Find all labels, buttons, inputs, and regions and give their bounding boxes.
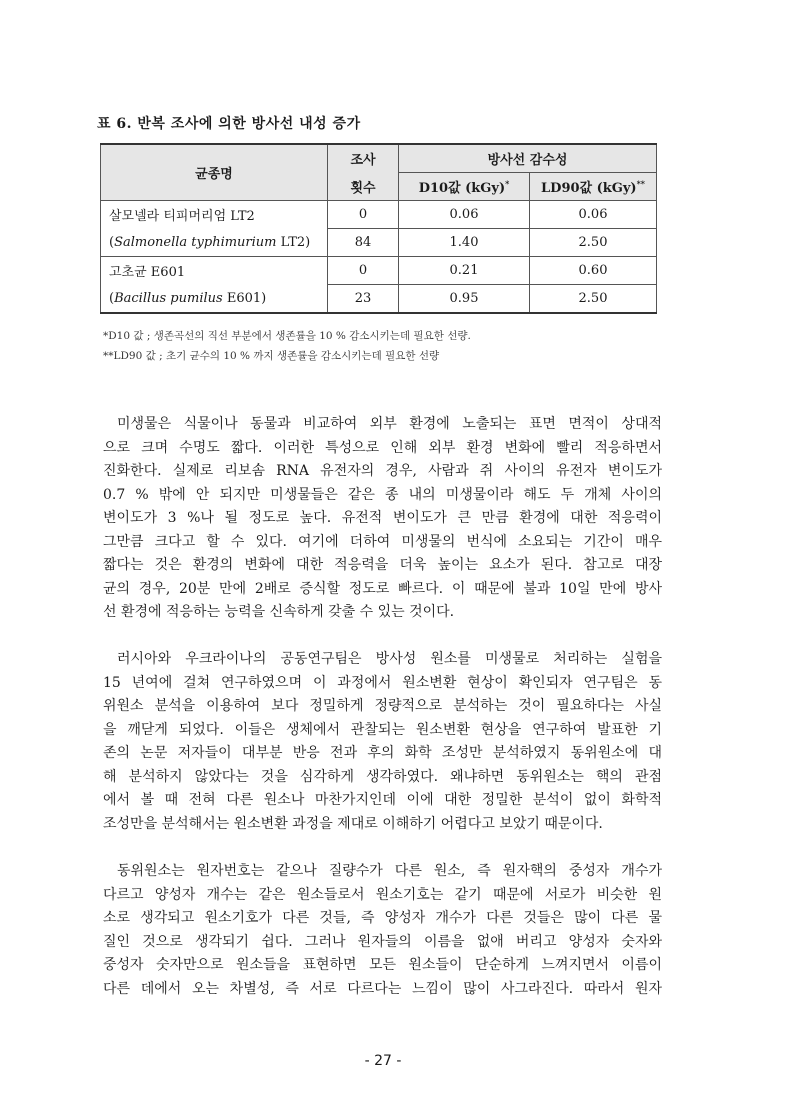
text-line: 그만큼 크다고 할 수 있다. 여기에 더하여 미생물의 번식에 소요되는 기간이 매우 [103, 533, 662, 550]
table-title: 표 6. 반복 조사에 의한 방사선 내성 증가 [97, 116, 361, 132]
header-strain: 균종명 [101, 144, 328, 201]
header-sensitivity: 방사선 감수성 [399, 144, 657, 173]
text-line: 0.7 % 밖에 안 되지만 미생물들은 같은 종 내의 미생물이라 해도 두 개체 사이의 [103, 486, 662, 503]
text-line: 존의 논문 저자들이 대부분 반응 전과 후의 화학 조성만 분석하였지 동위원소에 대 [103, 745, 662, 761]
count-cell: 0 [328, 201, 399, 229]
text-line: 다르고 양성자 개수는 같은 원소들로서 원소기호는 같기 때문에 서로가 비슷한 원 [103, 886, 662, 903]
text-line: 질인 것으로 생각되기 쉽다. 그러나 원자들의 이름을 없애 버리고 양성자 숫자와 [103, 933, 662, 950]
footnote-ld90: **LD90 값 ; 초기 균수의 10 % 까지 생존률을 감소시키는데 필요한 선량 [103, 350, 440, 362]
d10-cell: 0.21 [399, 257, 530, 285]
strain-name-sci: (Bacillus pumilus E601) [101, 285, 328, 314]
text-line: 선 환경에 적응하는 능력을 신속하게 갖출 수 있는 것이다. [103, 604, 455, 620]
strain-name-ko: 살모넬라 티피머리엄 LT2 [101, 201, 328, 229]
ld90-cell: 0.60 [530, 257, 657, 285]
header-d10: D10값 (kGy)* [399, 173, 530, 201]
table-row [101, 257, 657, 285]
count-cell: 84 [328, 229, 399, 257]
paragraph-2 [103, 648, 662, 836]
footnote-d10: *D10 값 ; 생존곡선의 직선 부분에서 생존률을 10 % 감소시키는데 필요한 선량. [103, 330, 471, 342]
text-line: 진화한다. 실제로 리보솜 RNA 유전자의 경우, 사람과 쥐 사이의 유전자 변이도가 [103, 463, 662, 479]
text-line: 미생물은 식물이나 동물과 비교하여 외부 환경에 노출되는 표면 면적이 상대적 [117, 416, 662, 432]
text-line: 다른 데에서 오는 차별성, 즉 서로 다르다는 느낌이 많이 사그라진다. 따라서 원자 [103, 980, 662, 997]
ld90-cell: 2.50 [530, 285, 657, 314]
text-line: 위원소 분석을 이용하여 보다 정밀하게 정량적으로 분석하는 것이 필요하다는 사실 [103, 698, 662, 714]
text-line: 짧다는 것은 환경의 변화에 대한 적응력을 더욱 높이는 요소가 된다. 참고로 대장 [103, 557, 662, 573]
text-line: 15 년여에 걸쳐 연구하였으며 이 과정에서 원소변환 현상이 확인되자 연구팀은 동 [103, 674, 662, 691]
text-line: 에서 볼 때 전혀 다른 원소나 마찬가지인데 이에 대한 정밀한 분석이 없이 화학적 [103, 792, 662, 808]
text-line: 소로 생각되고 원소기호가 다른 것들, 즉 양성자 개수가 다른 것들은 많이 다른 물 [103, 910, 662, 926]
strain-name-sci: (Salmonella typhimurium LT2) [101, 229, 328, 257]
text-line: 을 깨닫게 되었다. 이들은 생체에서 관찰되는 원소변환 현상을 연구하여 발표한 기 [103, 721, 662, 738]
d10-cell: 1.40 [399, 229, 530, 257]
header-count-line1: 조사 [328, 144, 399, 173]
text-line: 변이도가 3 %나 될 정도로 높다. 유전적 변이도가 큰 만큼 환경에 대한 적응력이 [103, 510, 662, 526]
text-line: 중성자 숫자만으로 원소들을 표현하면 모든 원소들이 단순하게 느껴지면서 이름이 [103, 957, 662, 973]
radiation-resistance-table [100, 143, 657, 314]
paragraph-3 [103, 860, 662, 1001]
paragraph-1 [103, 413, 662, 625]
strain-name-ko: 고초균 E601 [101, 257, 328, 285]
page-number: - 27 - [364, 1053, 402, 1069]
table-row [101, 285, 657, 314]
count-cell: 0 [328, 257, 399, 285]
text-line: 러시아와 우크라이나의 공동연구팀은 방사성 원소를 미생물로 처리하는 실험을 [117, 651, 662, 667]
header-count-line2: 횟수 [328, 173, 399, 201]
ld90-cell: 2.50 [530, 229, 657, 257]
header-ld90: LD90값 (kGy)** [530, 173, 657, 201]
text-line: 동위원소는 원자번호는 같으나 질량수가 다른 원소, 즉 원자핵의 중성자 개수가 [117, 863, 662, 879]
d10-cell: 0.06 [399, 201, 530, 229]
text-line: 해 분석하지 않았다는 것을 심각하게 생각하였다. 왜냐하면 동위원소는 핵의 관점 [103, 768, 662, 785]
table-row [101, 229, 657, 257]
text-line: 균의 경우, 20분 만에 2배로 증식할 정도로 빠르다. 이 때문에 불과 10일 만에 방사 [103, 580, 662, 597]
d10-cell: 0.95 [399, 285, 530, 314]
ld90-cell: 0.06 [530, 201, 657, 229]
count-cell: 23 [328, 285, 399, 314]
table-row [101, 201, 657, 229]
text-line: 으로 크며 수명도 짧다. 이러한 특성으로 인해 외부 환경 변화에 빨리 적응하면서 [103, 439, 662, 456]
text-line: 조성만을 분석해서는 원소변환 과정을 제대로 이해하기 어렵다고 보았기 때문이다. [103, 815, 603, 832]
